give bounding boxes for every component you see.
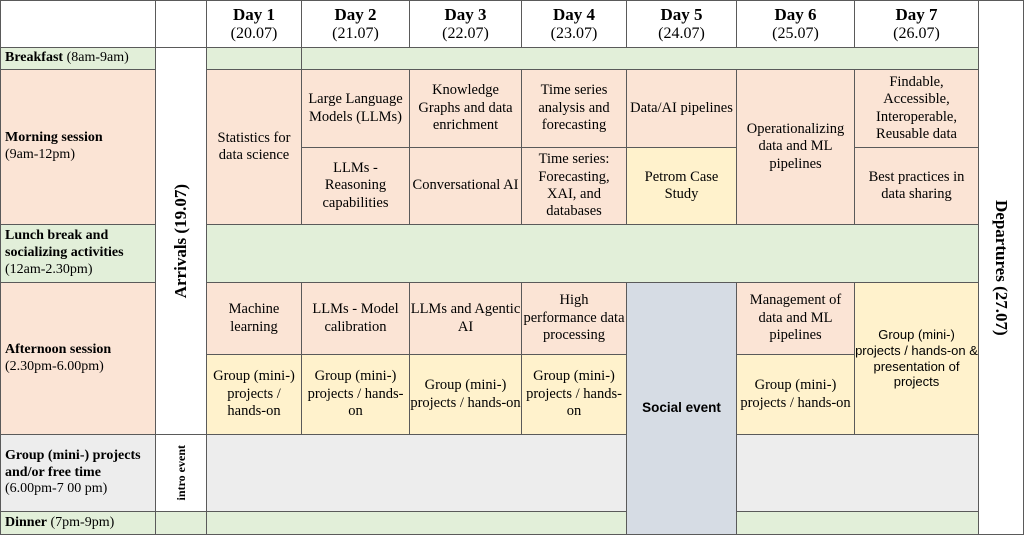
dinner-band-right	[736, 511, 979, 535]
day-name: Day 1	[232, 5, 276, 25]
row-time: (12am-2.30pm)	[5, 261, 93, 277]
morning-day5-bottom	[626, 147, 737, 225]
day-date: (20.07)	[230, 24, 278, 42]
session-title: LLMs - Reasoning capabilities	[322, 159, 389, 211]
session-title: Best practices in data sharing	[868, 168, 965, 202]
morning-day4-top	[521, 69, 627, 148]
session-title: Conversational AI	[412, 177, 519, 194]
row-title: Dinner	[5, 514, 47, 530]
intro-event-cell	[155, 434, 207, 512]
day-name: Day 5	[660, 5, 703, 25]
day-date: (23.07)	[550, 24, 598, 42]
row-label-text	[5, 515, 114, 532]
morning-day7-bottom	[854, 147, 979, 225]
row-label-dinner	[0, 511, 156, 535]
breakfast-day1-cell	[206, 47, 302, 70]
afternoon-day3-bottom	[409, 354, 522, 435]
session-title: Management of data and ML pipelines	[749, 292, 842, 344]
row-label-breakfast	[0, 47, 156, 70]
row-label-morning	[0, 69, 156, 225]
afternoon-day3-top	[409, 282, 522, 355]
session-title: Group (mini-) projects / hands-on	[213, 368, 295, 420]
morning-day3-bottom	[409, 147, 522, 225]
row-title: Group (mini-) projects and/or free time	[5, 447, 141, 480]
afternoon-day4-bottom	[521, 354, 627, 435]
afternoon-day2-top	[301, 282, 410, 355]
day-date: (24.07)	[658, 24, 705, 42]
session-title: Group (mini-) projects / hands-on	[740, 377, 851, 411]
row-time: (2.30pm-6.00pm)	[5, 358, 104, 374]
row-label-text	[5, 130, 103, 164]
morning-day2-top	[301, 69, 410, 148]
row-label-lunch	[0, 224, 156, 283]
row-label-text	[5, 342, 111, 376]
dinner-arrivals-cell	[155, 511, 207, 535]
day-name: Day 7	[895, 5, 938, 25]
evening-band-right	[736, 434, 979, 512]
morning-day1	[206, 69, 302, 225]
row-title: Afternoon session	[5, 341, 112, 357]
day-1-header	[206, 0, 302, 48]
morning-day7-top	[854, 69, 979, 148]
day-name: Day 6	[774, 5, 817, 25]
afternoon-day6-top	[736, 282, 855, 355]
evening-band-left	[206, 434, 627, 512]
morning-day6	[736, 69, 855, 225]
session-title: Petrom Case Study	[644, 168, 719, 202]
session-title: Machine learning	[228, 301, 280, 335]
row-time: (9am-12pm)	[5, 147, 75, 162]
session-title: High performance data processing	[523, 292, 625, 344]
day-5-header	[626, 0, 737, 48]
session-title: Data/AI pipelines	[630, 99, 733, 116]
afternoon-day1-bottom	[206, 354, 302, 435]
departures-column	[978, 0, 1024, 535]
departures-label: Departures (27.07)	[992, 199, 1012, 336]
day-7-header	[854, 0, 979, 48]
session-title: Time series analysis and forecasting	[538, 82, 610, 134]
session-title: LLMs and Agentic AI	[410, 301, 521, 335]
day-4-header	[521, 0, 627, 48]
morning-day3-top	[409, 69, 522, 148]
arrivals-label: Arrivals (19.07)	[170, 183, 190, 299]
session-title: Group (mini-) projects / hands-on & presentation of projects	[855, 327, 978, 390]
session-title: Group (mini-) projects / hands-on	[410, 377, 521, 411]
afternoon-day1-top	[206, 282, 302, 355]
afternoon-day4-top	[521, 282, 627, 355]
row-label-evening	[0, 434, 156, 512]
session-title: Findable, Accessible, Interoperable, Reusable data	[876, 73, 957, 142]
day-date: (22.07)	[442, 24, 489, 42]
day-name: Day 3	[444, 5, 487, 25]
session-title: Operationalizing data and ML pipelines	[746, 120, 845, 172]
session-title: Group (mini-) projects / hands-on	[526, 368, 622, 420]
session-title: Knowledge Graphs and data enrichment	[418, 82, 513, 134]
row-label-text	[5, 448, 155, 498]
row-time: (6.00pm-7 00 pm)	[5, 481, 108, 497]
row-title: Lunch break and socializing activities	[5, 228, 124, 261]
social-event-label: Social event	[642, 400, 721, 416]
day-date: (21.07)	[332, 24, 379, 42]
row-time: (7pm-9pm)	[50, 514, 115, 530]
session-title: Time series: Forecasting, XAI, and databases	[538, 151, 610, 220]
day-date: (25.07)	[772, 24, 819, 42]
arrivals-column	[155, 47, 207, 435]
day-6-header	[736, 0, 855, 48]
intro-event-label: intro event	[174, 445, 188, 501]
day-name: Day 4	[552, 5, 596, 25]
afternoon-day7	[854, 282, 979, 435]
arrivals-header-cell	[155, 0, 207, 48]
row-title: Breakfast	[5, 50, 64, 66]
corner-cell	[0, 0, 156, 48]
session-title: Statistics for data science	[217, 129, 291, 163]
row-label-afternoon	[0, 282, 156, 435]
day-date: (26.07)	[893, 24, 940, 42]
afternoon-day6-bottom	[736, 354, 855, 435]
morning-day2-bottom	[301, 147, 410, 225]
row-label-text	[5, 50, 129, 67]
row-title: Morning session	[5, 130, 103, 146]
morning-day5-top	[626, 69, 737, 148]
session-title: Group (mini-) projects / hands-on	[307, 368, 404, 420]
row-label-text	[5, 228, 155, 278]
row-time: (8am-9am)	[66, 50, 129, 66]
day-3-header	[409, 0, 522, 48]
morning-day4-bottom	[521, 147, 627, 225]
day-2-header	[301, 0, 410, 48]
day-name: Day 2	[334, 5, 377, 25]
afternoon-day2-bottom	[301, 354, 410, 435]
social-event-cell	[626, 282, 737, 535]
dinner-band-left	[206, 511, 627, 535]
session-title: Large Language Models (LLMs)	[308, 91, 403, 125]
lunch-band	[206, 224, 979, 283]
breakfast-band	[301, 47, 979, 70]
session-title: LLMs - Model calibration	[312, 301, 399, 335]
